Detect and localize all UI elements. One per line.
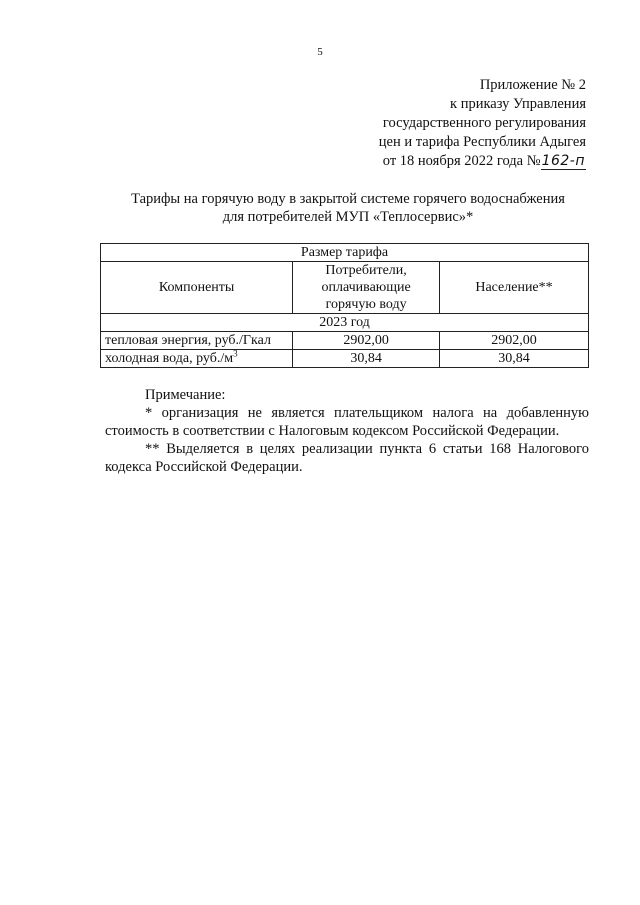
consumers-value-cell: 2902,00 [293,332,440,350]
appendix-line: к приказу Управления [450,96,586,112]
component-cell: холодная вода, $руб./м^3$ [101,350,293,368]
notes-section [105,386,589,476]
title-line: Тарифы на горячую воду в закрытой системе горячего водоснабжения [131,191,565,207]
appendix-line: Приложение № 2 [479,77,586,93]
column-header-components: Компоненты [101,262,293,314]
table-header-row [101,262,589,314]
note-population: ** Выделяется в целях реализации пункта 6 статьи 168 Налогового кодекса Российской Федерации. [105,441,589,475]
note-vat: * организация не является плательщиком налога на добавленную стоимость в соответствии с Налоговым кодексом Российской Федерации. [105,405,589,439]
page-number: 5 [317,46,323,58]
table-header-row [101,244,589,262]
order-number-handwritten: 162-п [541,153,585,169]
population-value-cell: 30,84 [440,350,589,368]
appendix-line: государственного регулирования [382,115,586,131]
appendix-header [379,76,586,171]
year-label: 2023 год [101,314,589,332]
appendix-line: цен и тарифа Республики Адыгея [378,134,586,150]
table-row [101,350,589,368]
order-date-prefix: от 18 ноября 2022 года № [382,153,541,169]
table-row [101,332,589,350]
tariff-table [100,243,589,368]
population-value-cell: 2902,00 [440,332,589,350]
notes-heading: Примечание: [145,387,226,403]
column-header-population: Население** [440,262,589,314]
consumers-value-cell: 30,84 [293,350,440,368]
title-line: для потребителей МУП «Теплосервис»* [222,209,474,225]
component-cell: тепловая энергия, руб./Гкал [101,332,293,350]
order-date-line [379,152,586,171]
year-row [101,314,589,332]
tariff-size-header: Размер тарифа [101,244,589,262]
column-header-consumers: Потребители, оплачивающие горячую воду [293,262,440,314]
document-title [0,190,640,226]
